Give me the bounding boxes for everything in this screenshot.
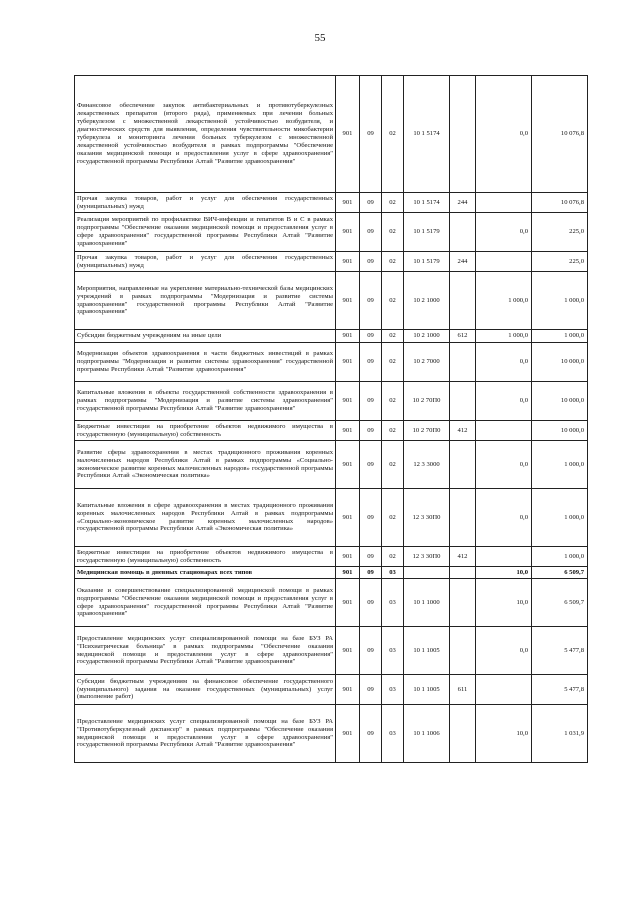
cell-section: 09 (360, 330, 382, 343)
cell-expense-type: 244 (450, 193, 476, 213)
table-row (75, 567, 588, 579)
cell-grbs: 901 (336, 76, 360, 193)
cell-name: Оказание и совершенствование специализированной медицинской помощи в рамках подпрограммы "Обеспечение оказания медицинской помощи и предоставления услуг в сфере здравоохранения" государственной программы Республики Алтай "Развитие здравоохранения" (75, 579, 336, 627)
cell-sum-2: 10 000,0 (532, 421, 588, 441)
cell-sum-2: 6 509,7 (532, 567, 588, 579)
cell-target-article: 10 1 1000 (404, 579, 450, 627)
table-row (75, 579, 588, 627)
cell-grbs: 901 (336, 343, 360, 382)
cell-expense-type (450, 76, 476, 193)
budget-table (74, 75, 588, 763)
cell-target-article: 10 1 5179 (404, 213, 450, 252)
cell-sum-2: 10 076,8 (532, 193, 588, 213)
cell-sum-1 (476, 421, 532, 441)
cell-target-article: 10 1 5179 (404, 252, 450, 272)
cell-section: 09 (360, 567, 382, 579)
cell-subsection: 02 (382, 547, 404, 567)
cell-section: 09 (360, 705, 382, 763)
cell-subsection: 03 (382, 579, 404, 627)
page-number: 55 (314, 32, 326, 44)
cell-name: Капитальные вложения в сфере здравоохранения в местах традиционного проживания коренных малочисленных народов Республики Алтай в рамках подпрограммы «Социально-экономическое развитие коренных малочисленных народов» государственной программы Республики Алтай «Экономическая политика» (75, 489, 336, 547)
cell-section: 09 (360, 382, 382, 421)
cell-section: 09 (360, 76, 382, 193)
cell-expense-type (450, 213, 476, 252)
cell-grbs: 901 (336, 421, 360, 441)
cell-sum-1: 0,0 (476, 382, 532, 421)
cell-sum-2: 225,0 (532, 213, 588, 252)
cell-sum-2: 1 031,9 (532, 705, 588, 763)
cell-sum-1 (476, 547, 532, 567)
cell-name: Прочая закупка товаров, работ и услуг для обеспечения государственных (муниципальных) нужд (75, 193, 336, 213)
cell-subsection: 02 (382, 330, 404, 343)
cell-subsection: 02 (382, 489, 404, 547)
cell-sum-1: 0,0 (476, 441, 532, 489)
cell-subsection: 02 (382, 252, 404, 272)
cell-expense-type: 412 (450, 421, 476, 441)
cell-sum-1 (476, 675, 532, 705)
cell-name: Субсидии бюджетным учреждениям на иные цели (75, 330, 336, 343)
cell-section: 09 (360, 627, 382, 675)
cell-grbs: 901 (336, 547, 360, 567)
cell-sum-1: 10,0 (476, 567, 532, 579)
cell-subsection: 02 (382, 272, 404, 330)
table-row (75, 705, 588, 763)
cell-name: Модернизация объектов здравоохранения в части бюджетных инвестиций в рамках подпрограммы "Модернизация и развитие системы здравоохранения" государственной программы Республики Алтай "Развитие здравоохранения" (75, 343, 336, 382)
cell-name: Бюджетные инвестиции на приобретение объектов недвижимого имущества в государственную (муниципальную) собственность (75, 547, 336, 567)
cell-section: 09 (360, 489, 382, 547)
table-row (75, 627, 588, 675)
cell-target-article: 10 2 1000 (404, 272, 450, 330)
cell-sum-2: 5 477,8 (532, 675, 588, 705)
cell-grbs: 901 (336, 489, 360, 547)
cell-name: Мероприятия, направленные на укрепление материально-технической базы медицинских учреждений в рамках подпрограммы "Модернизация и развитие системы здравоохранения" государственной программы Республики Алтай "Развитие здравоохранения" (75, 272, 336, 330)
cell-subsection: 02 (382, 213, 404, 252)
cell-grbs: 901 (336, 567, 360, 579)
cell-grbs: 901 (336, 627, 360, 675)
cell-expense-type: 412 (450, 547, 476, 567)
cell-sum-2: 1 000,0 (532, 489, 588, 547)
table-row (75, 213, 588, 252)
cell-name: Предоставление медицинских услуг специализированной помощи на базе БУЗ РА "Психиатрическая больница" в рамках подпрограммы "Обеспечение оказания медицинской помощи и предоставления услуг в сфере здравоохранения" государственной программы Республики Алтай "Развитие здравоохранения" (75, 627, 336, 675)
cell-name: Прочая закупка товаров, работ и услуг для обеспечения государственных (муниципальных) нужд (75, 252, 336, 272)
cell-grbs: 901 (336, 382, 360, 421)
table-row (75, 489, 588, 547)
cell-name: Медицинская помощь в дневных стационарах всех типов (75, 567, 336, 579)
cell-grbs: 901 (336, 705, 360, 763)
cell-name: Бюджетные инвестиции на приобретение объектов недвижимого имущества в государственную (муниципальную) собственность (75, 421, 336, 441)
cell-subsection: 02 (382, 193, 404, 213)
cell-grbs: 901 (336, 441, 360, 489)
cell-section: 09 (360, 421, 382, 441)
cell-sum-2: 10 076,8 (532, 76, 588, 193)
cell-expense-type (450, 343, 476, 382)
cell-expense-type (450, 705, 476, 763)
cell-target-article: 10 2 70П0 (404, 421, 450, 441)
cell-target-article: 10 2 70П0 (404, 382, 450, 421)
cell-subsection: 02 (382, 421, 404, 441)
cell-target-article: 10 2 1000 (404, 330, 450, 343)
cell-sum-2: 1 000,0 (532, 441, 588, 489)
cell-target-article: 12 3 3000 (404, 441, 450, 489)
cell-expense-type (450, 567, 476, 579)
cell-expense-type: 244 (450, 252, 476, 272)
cell-expense-type (450, 627, 476, 675)
cell-target-article: 10 1 1006 (404, 705, 450, 763)
cell-subsection: 03 (382, 705, 404, 763)
cell-grbs: 901 (336, 675, 360, 705)
cell-section: 09 (360, 441, 382, 489)
table-row (75, 272, 588, 330)
cell-expense-type (450, 441, 476, 489)
cell-sum-1: 1 000,0 (476, 330, 532, 343)
cell-name: Капитальные вложения в объекты государственной собственности здравоохранения в рамках подпрограммы "Модернизация и развитие системы здравоохранения" государственной программы Республики Алтай "Развитие здравоохранения" (75, 382, 336, 421)
cell-section: 09 (360, 579, 382, 627)
cell-subsection: 03 (382, 627, 404, 675)
cell-section: 09 (360, 193, 382, 213)
cell-grbs: 901 (336, 252, 360, 272)
cell-grbs: 901 (336, 213, 360, 252)
cell-target-article: 10 2 7000 (404, 343, 450, 382)
cell-target-article (404, 567, 450, 579)
cell-name: Финансовое обеспечение закупок антибактериальных и противотуберкулезных лекарственных препаратов (второго ряда), применяемых при лечении больных туберкулезом с множественной лекарственной устойчивостью возбудителя, и диагностических средств для выявления, определения чувствительности микобактерии туберкулеза и мониторинга лечения больных туберкулезом с множественной лекарственной устойчивостью возбудителя в рамках подпрограммы "Обеспечение оказания медицинской помощи и предоставления услуг в сфере здравоохранения" государственной программы Республики Алтай "Развитие здравоохранения" (75, 76, 336, 193)
cell-sum-1: 0,0 (476, 76, 532, 193)
table-row (75, 441, 588, 489)
cell-sum-1: 10,0 (476, 705, 532, 763)
cell-target-article: 10 1 1005 (404, 627, 450, 675)
cell-expense-type (450, 382, 476, 421)
cell-sum-2: 1 000,0 (532, 547, 588, 567)
cell-grbs: 901 (336, 193, 360, 213)
cell-sum-2: 6 509,7 (532, 579, 588, 627)
cell-grbs: 901 (336, 579, 360, 627)
cell-target-article: 10 1 1005 (404, 675, 450, 705)
cell-grbs: 901 (336, 272, 360, 330)
cell-section: 09 (360, 343, 382, 382)
table-row (75, 547, 588, 567)
cell-sum-2: 1 000,0 (532, 330, 588, 343)
cell-sum-2: 1 000,0 (532, 272, 588, 330)
cell-name: Развитие сферы здравоохранения в местах традиционного проживания коренных малочисленных народов Республики Алтай в рамках подпрограммы «Социально-экономическое развитие коренных малочисленных народов» государственной программы Республики Алтай «Экономическая политика» (75, 441, 336, 489)
cell-section: 09 (360, 547, 382, 567)
cell-sum-1: 0,0 (476, 627, 532, 675)
cell-name: Предоставление медицинских услуг специализированной помощи на базе БУЗ РА "Противотуберкулезный диспансер" в рамках подпрограммы "Обеспечение оказания медицинской помощи и предоставления услуг в сфере здравоохранения" государственной программы Республики Алтай "Развитие здравоохранения" (75, 705, 336, 763)
cell-section: 09 (360, 252, 382, 272)
table-row (75, 343, 588, 382)
cell-sum-2: 225,0 (532, 252, 588, 272)
cell-section: 09 (360, 675, 382, 705)
cell-subsection: 02 (382, 343, 404, 382)
cell-grbs: 901 (336, 330, 360, 343)
cell-sum-2: 10 000,0 (532, 343, 588, 382)
cell-expense-type (450, 579, 476, 627)
cell-target-article: 10 1 5174 (404, 76, 450, 193)
table-body (75, 76, 588, 763)
cell-target-article: 12 3 30П0 (404, 547, 450, 567)
cell-section: 09 (360, 213, 382, 252)
cell-expense-type (450, 489, 476, 547)
table-row (75, 193, 588, 213)
table-row (75, 76, 588, 193)
table-row (75, 330, 588, 343)
cell-sum-1: 0,0 (476, 343, 532, 382)
cell-sum-2: 10 000,0 (532, 382, 588, 421)
cell-subsection: 02 (382, 382, 404, 421)
table-row (75, 382, 588, 421)
cell-sum-1 (476, 252, 532, 272)
cell-expense-type: 612 (450, 330, 476, 343)
table-row (75, 252, 588, 272)
cell-sum-1 (476, 193, 532, 213)
cell-expense-type: 611 (450, 675, 476, 705)
table-row (75, 675, 588, 705)
cell-subsection: 02 (382, 441, 404, 489)
cell-expense-type (450, 272, 476, 330)
cell-sum-2: 5 477,8 (532, 627, 588, 675)
cell-target-article: 10 1 5174 (404, 193, 450, 213)
cell-target-article: 12 3 30П0 (404, 489, 450, 547)
cell-name: Реализация мероприятий по профилактике ВИЧ-инфекции и гепатитов В и С в рамках подпрограммы "Обеспечение оказания медицинской помощи и предоставления услуг в сфере здравоохранения" государственной программы Республики Алтай "Развитие здравоохранения" (75, 213, 336, 252)
cell-name: Субсидии бюджетным учреждениям на финансовое обеспечение государственного (муниципального) задания на оказание государственных (муниципальных) услуг (выполнение работ) (75, 675, 336, 705)
cell-section: 09 (360, 272, 382, 330)
cell-sum-1: 10,0 (476, 579, 532, 627)
cell-sum-1: 0,0 (476, 489, 532, 547)
table-row (75, 421, 588, 441)
cell-subsection: 03 (382, 675, 404, 705)
cell-sum-1: 0,0 (476, 213, 532, 252)
cell-subsection: 02 (382, 76, 404, 193)
cell-sum-1: 1 000,0 (476, 272, 532, 330)
cell-subsection: 03 (382, 567, 404, 579)
